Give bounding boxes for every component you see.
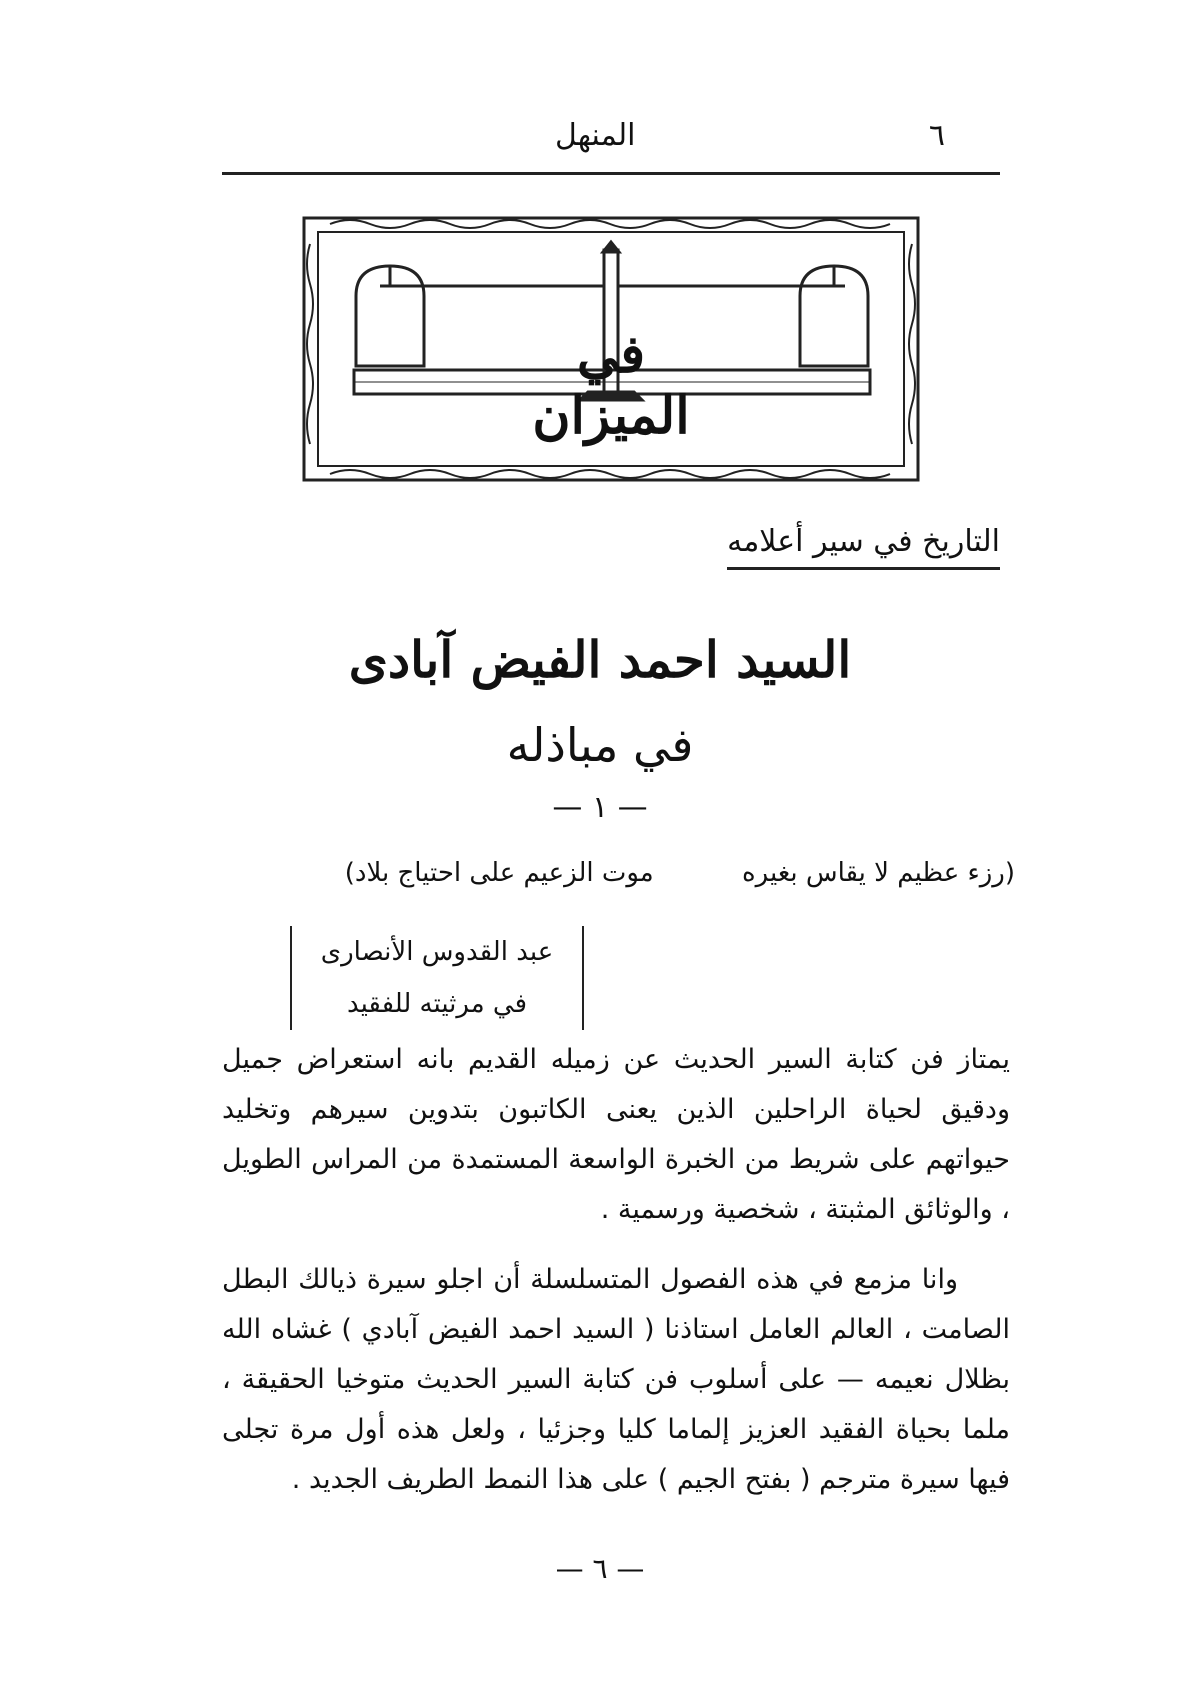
article-title: السيد احمد الفيض آبادى — [348, 630, 852, 689]
header-rule — [222, 172, 1000, 175]
paragraph-2 — [222, 1255, 1010, 1505]
part-number: — ١ — — [552, 790, 648, 825]
section-label: التاريخ في سير أعلامه — [727, 524, 1000, 570]
page-number: ٦ — [928, 118, 945, 153]
attribution-source: في مرثيته للفقيد — [346, 989, 528, 1019]
attribution-author: عبد القدوس الأنصارى — [320, 937, 554, 967]
epigraph-verse — [345, 858, 1015, 888]
frame-title: في الميزان — [532, 324, 690, 446]
page-footer-number: — ٦ — — [555, 1552, 645, 1585]
running-header — [225, 118, 945, 158]
paragraph-text: يمتاز فن كتابة السير الحديث عن زميله القديم بانه استعراض جميل ودقيق لحياة الراحلين الذين يعنى الكاتبون بتدوين سيرهم وتخليد حيواتهم على شريط من الخبرة الواسعة المستمدة من المراس الطويل ، والوثائق المثبتة ، شخصية ورسمية . — [222, 1044, 1010, 1225]
ornamental-frame — [300, 214, 922, 484]
verse-hemistich-1: (رزء عظيم لا يقاس بغيره — [742, 858, 1015, 888]
paragraph-text: وانا مزمع في هذه الفصول المتسلسلة أن اجلو سيرة ذيالك البطل الصامت ، العالم العامل استاذنا ( السيد احمد الفيض آبادي ) غشاه الله بظلال نعيمه — على أسلوب فن كتابة السير الحديث متوخيا الحقيقة ، ملما بحياة الفقيد العزيز إلماما كليا وجزئيا ، ولعل هذه أول مرة تجلى فيها سيرة مترجم ( بفتح الجيم ) على هذا النمط الطريف الجديد . — [222, 1264, 1010, 1495]
verse-attribution — [290, 926, 584, 1030]
verse-hemistich-2: موت الزعيم على احتياج بلاد) — [344, 858, 654, 888]
article-subtitle: في مباذله — [506, 718, 694, 772]
journal-title: المنهل — [555, 118, 636, 153]
paragraph-1 — [222, 1035, 1010, 1235]
